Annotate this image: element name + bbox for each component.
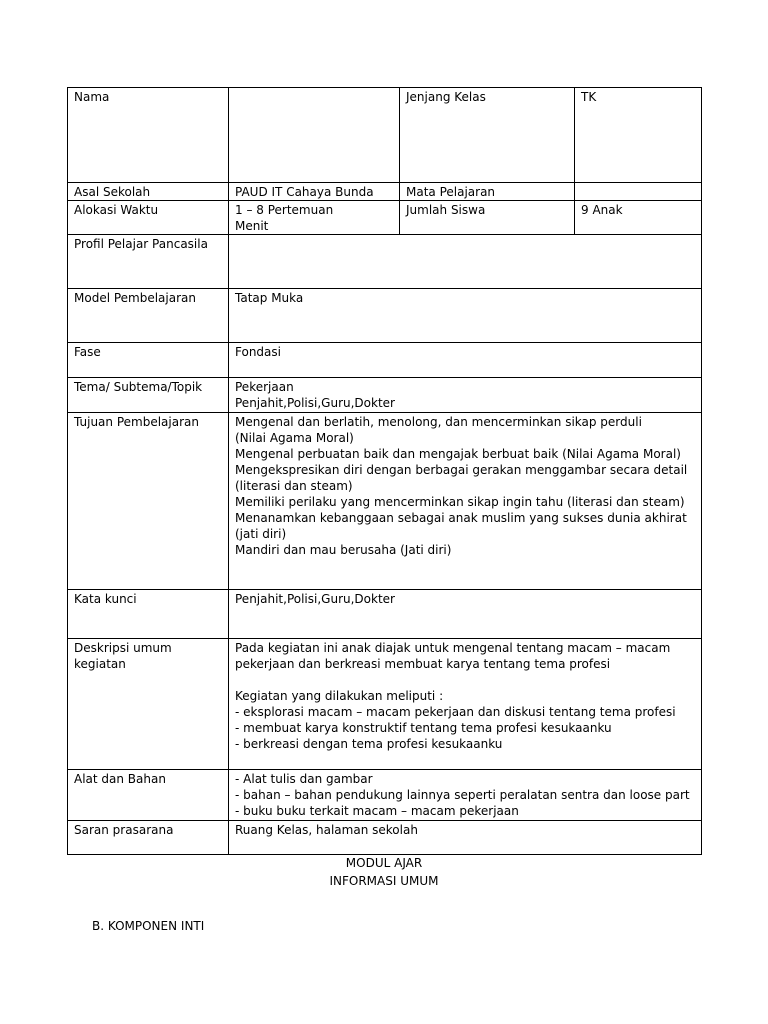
deskripsi-line: pekerjaan dan berkreasi membuat karya tentang tema profesi (235, 657, 611, 671)
row-tujuan (68, 413, 702, 590)
row-model (68, 289, 702, 343)
label-nama: Nama (68, 88, 229, 183)
alokasi-line: Menit (235, 219, 269, 233)
value-fase: Fondasi (229, 343, 702, 378)
informasi-umum-title: INFORMASI UMUM (329, 874, 439, 888)
row-alat-bahan (68, 770, 702, 821)
tujuan-line: Mengekspresikan diri dengan berbagai gerakan menggambar secara detail (235, 463, 688, 477)
label-tujuan: Tujuan Pembelajaran (68, 413, 229, 590)
tujuan-line: Mengenal dan berlatih, menolong, dan mencerminkan sikap perduli (235, 415, 642, 429)
row-asal-sekolah (68, 183, 702, 201)
tujuan-line: (Nilai Agama Moral) (235, 431, 354, 445)
row-tema (68, 378, 702, 413)
row-profil (68, 235, 702, 289)
tujuan-line: (literasi dan steam) (235, 479, 353, 493)
label-deskripsi: Deskripsi umum kegiatan (68, 639, 229, 770)
row-alokasi-waktu (68, 201, 702, 235)
label-profil: Profil Pelajar Pancasila (68, 235, 229, 289)
tujuan-line: Mandiri dan mau berusaha (Jati diri) (235, 543, 452, 557)
label-jenjang-kelas: Jenjang Kelas (400, 88, 575, 183)
alat-line: - bahan – bahan pendukung lainnya seperti peralatan sentra dan loose part (235, 788, 690, 802)
row-fase (68, 343, 702, 378)
tema-line: Pekerjaan (235, 380, 294, 394)
alat-line: - buku buku terkait macam – macam pekerjaan (235, 804, 519, 818)
value-model: Tatap Muka (229, 289, 702, 343)
deskripsi-blank-line (235, 672, 695, 688)
row-saran-prasarana (68, 821, 702, 855)
value-mata-pelajaran (575, 183, 702, 201)
row-nama (68, 88, 702, 183)
value-saran-prasarana: Ruang Kelas, halaman sekolah (229, 821, 702, 855)
label-alokasi-waktu: Alokasi Waktu (68, 201, 229, 235)
label-tema: Tema/ Subtema/Topik (68, 378, 229, 413)
value-profil (229, 235, 702, 289)
informasi-umum-table (67, 87, 702, 855)
label-mata-pelajaran: Mata Pelajaran (400, 183, 575, 201)
label-jumlah-siswa: Jumlah Siswa (400, 201, 575, 235)
label-saran-prasarana: Saran prasarana (68, 821, 229, 855)
row-kata-kunci (68, 590, 702, 639)
value-tema (229, 378, 702, 413)
value-alokasi-waktu (229, 201, 400, 235)
value-nama (229, 88, 400, 183)
value-jenjang-kelas: TK (575, 88, 702, 183)
tujuan-line: Memiliki perilaku yang mencerminkan sikap ingin tahu (literasi dan steam) (235, 495, 685, 509)
deskripsi-line: - berkreasi dengan tema profesi kesukaanku (235, 737, 503, 751)
label-alat-bahan: Alat dan Bahan (68, 770, 229, 821)
tujuan-line: Mengenal perbuatan baik dan mengajak berbuat baik (Nilai Agama Moral) (235, 447, 681, 461)
deskripsi-line: Pada kegiatan ini anak diajak untuk mengenal tentang macam – macam (235, 641, 671, 655)
value-deskripsi (229, 639, 702, 770)
tujuan-line: (jati diri) (235, 527, 287, 541)
section-b-heading: B. KOMPONEN INTI (92, 919, 205, 933)
value-tujuan (229, 413, 702, 590)
label-kata-kunci: Kata kunci (68, 590, 229, 639)
row-deskripsi (68, 639, 702, 770)
value-jumlah-siswa: 9 Anak (575, 201, 702, 235)
deskripsi-line: Kegiatan yang dilakukan meliputi : (235, 689, 444, 703)
tujuan-line: Menanamkan kebanggaan sebagai anak muslim yang sukses dunia akhirat (235, 511, 687, 525)
alokasi-line: 1 – 8 Pertemuan (235, 203, 334, 217)
modul-ajar-title: MODUL AJAR (345, 856, 423, 870)
deskripsi-line: - eksplorasi macam – macam pekerjaan dan diskusi tentang tema profesi (235, 705, 676, 719)
value-asal-sekolah: PAUD IT Cahaya Bunda (229, 183, 400, 201)
tema-line: Penjahit,Polisi,Guru,Dokter (235, 396, 395, 410)
value-kata-kunci: Penjahit,Polisi,Guru,Dokter (229, 590, 702, 639)
label-model: Model Pembelajaran (68, 289, 229, 343)
deskripsi-line: - membuat karya konstruktif tentang tema profesi kesukaanku (235, 721, 612, 735)
value-alat-bahan (229, 770, 702, 821)
label-fase: Fase (68, 343, 229, 378)
label-asal-sekolah: Asal Sekolah (68, 183, 229, 201)
alat-line: - Alat tulis dan gambar (235, 772, 373, 786)
